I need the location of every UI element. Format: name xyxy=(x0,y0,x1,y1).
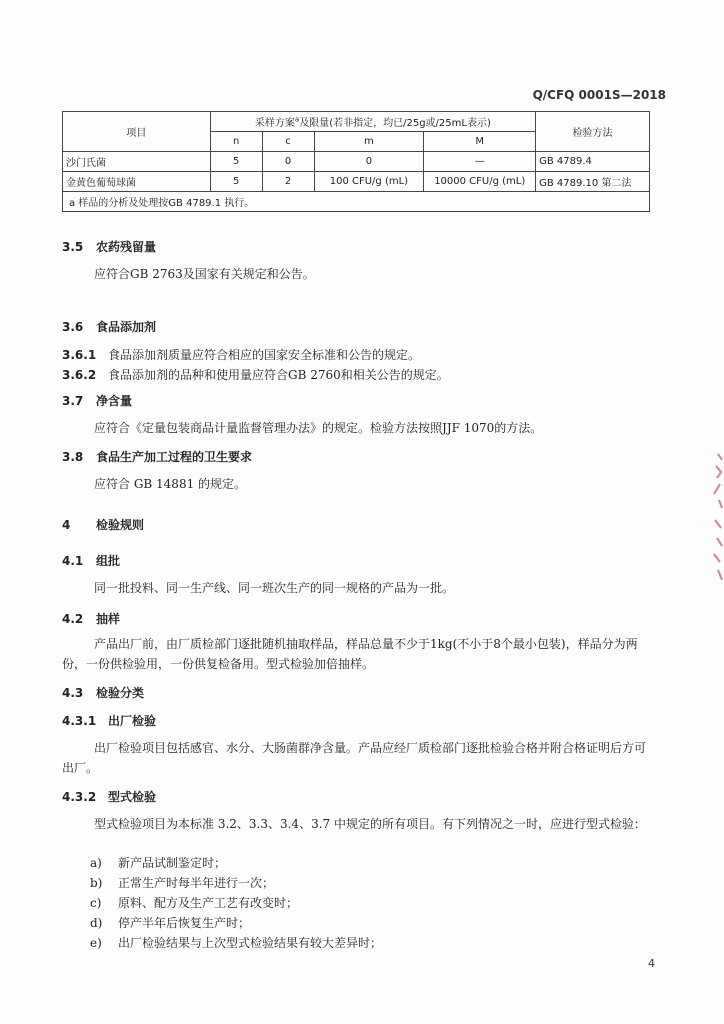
section-4-heading: 4 检验规则 xyxy=(62,518,145,532)
section-4-2-heading: 4.2 抽样 xyxy=(62,612,121,626)
section-4-1-text: 同一批投料、同一生产线、同一班次生产的同一规格的产品为一批。 xyxy=(94,581,455,595)
page-number: 4 xyxy=(648,957,655,970)
row-n: 5 xyxy=(210,172,262,192)
list-item: d) 停产半年后恢复生产时； xyxy=(90,916,251,930)
list-item: b) 正常生产时每半年进行一次； xyxy=(90,876,275,890)
row-c: 2 xyxy=(262,172,314,192)
clause-3-6-2: 3.6.2 食品添加剂的品种和使用量应符合GB 2760和相关公告的规定。 xyxy=(62,368,449,382)
microbial-limits-table xyxy=(62,111,650,212)
section-4-1-heading: 4.1 组批 xyxy=(62,554,121,568)
row-item: 沙门氏菌 xyxy=(63,152,211,172)
section-4-3-2-heading: 4.3.2 型式检验 xyxy=(62,790,157,804)
row-item: 金黄色葡萄球菌 xyxy=(63,172,211,192)
section-3-5-heading: 3.5 农药残留量 xyxy=(62,240,157,254)
table-note: a 样品的分析及处理按GB 4789.1 执行。 xyxy=(63,192,650,212)
clause-3-6-1: 3.6.1 食品添加剂质量应符合相应的国家安全标准和公告的规定。 xyxy=(62,348,421,362)
list-item: e) 出厂检验结果与上次型式检验结果有较大差异时； xyxy=(90,936,383,950)
section-4-3-2-text: 型式检验项目为本标准 3.2、3.3、3.4、3.7 中规定的所有项目。有下列情况之一时，应进行型式检验： xyxy=(94,817,646,831)
row-M: — xyxy=(424,152,536,172)
section-3-7-heading: 3.7 净含量 xyxy=(62,394,133,408)
header-sampling: 采样方案$^a$及限量(若非指定，均已/25g或/25mL表示) xyxy=(210,112,535,132)
table-row xyxy=(63,152,650,172)
section-3-5-text: 应符合GB 2763及国家有关规定和公告。 xyxy=(94,267,315,281)
table-header-row xyxy=(63,112,650,132)
section-4-3-1-heading: 4.3.1 出厂检验 xyxy=(62,714,157,728)
list-item: c) 原料、配方及生产工艺有改变时； xyxy=(90,896,299,910)
section-4-3-heading: 4.3 检验分类 xyxy=(62,686,145,700)
table-note-row xyxy=(63,192,650,212)
subheader-n: n xyxy=(210,132,262,152)
section-3-8-text: 应符合 GB 14881 的规定。 xyxy=(94,477,247,491)
row-method: GB 4789.4 xyxy=(536,152,650,172)
table-row xyxy=(63,172,650,192)
row-m: 0 xyxy=(314,152,424,172)
section-3-8-heading: 3.8 食品生产加工过程的卫生要求 xyxy=(62,450,253,464)
subheader-M: M xyxy=(424,132,536,152)
section-4-2-text: 产品出厂前，由厂质检部门逐批随机抽取样品，样品总量不少于1kg(不小于8个最小包装)，样品分为两份，一份供检验用，一份供复检备用。型式检验加倍抽样。 xyxy=(62,637,638,671)
row-m: 100 CFU/g (mL) xyxy=(314,172,424,192)
document-code: Q/CFQ 0001S—2018 xyxy=(532,88,666,102)
section-4-3-1-text: 出厂检验项目包括感官、水分、大肠菌群净含量。产品应经厂质检部门逐批检验合格并附合格证明后方可出厂。 xyxy=(62,741,647,775)
subheader-m: m xyxy=(314,132,424,152)
row-method: GB 4789.10 第二法 xyxy=(536,172,650,192)
list-item: a) 新产品试制鉴定时； xyxy=(90,856,227,870)
row-M: 10000 CFU/g (mL) xyxy=(424,172,536,192)
row-c: 0 xyxy=(262,152,314,172)
section-3-6-heading: 3.6 食品添加剂 xyxy=(62,320,157,334)
row-n: 5 xyxy=(210,152,262,172)
section-3-7-text: 应符合《定量包装商品计量监督管理办法》的规定。检验方法按照JJF 1070的方法。 xyxy=(94,421,543,435)
seal-stamp-edge-icon xyxy=(708,450,724,590)
subheader-c: c xyxy=(262,132,314,152)
header-method: 检验方法 xyxy=(536,112,650,152)
header-item: 项目 xyxy=(63,112,211,152)
